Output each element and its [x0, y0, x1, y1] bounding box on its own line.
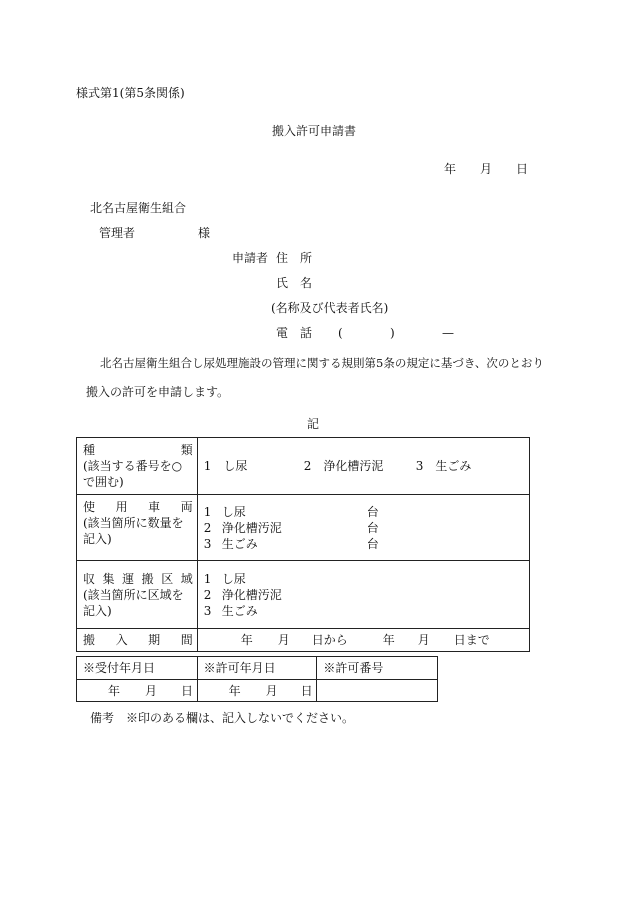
table-row-period [77, 629, 530, 652]
address-label: 住 所 [276, 251, 313, 265]
phone-paren-close: ) [390, 326, 395, 340]
body-text-line1: 北名古屋衛生組合し尿処理施設の管理に関する規則第5条の規定に基づき、次のとおり [100, 356, 544, 370]
area-sub1: (該当箇所に区域を [83, 587, 184, 602]
vehicle-row-3-num: 3 [203, 536, 212, 551]
vehicle-row-2-num: 2 [203, 520, 212, 535]
period-to-year: 年 [382, 633, 395, 647]
application-table [76, 437, 530, 652]
area-row-1[interactable] [204, 571, 523, 587]
kind-option-1[interactable]: 1 し尿 [203, 459, 248, 473]
vehicle-row-2-unit: 台 [366, 520, 379, 535]
vehicle-sub1: (該当箇所に数量を [83, 516, 184, 530]
vehicle-label: 使 用 車 両 [83, 500, 193, 514]
received-date-header-text: ※受付年月日 [83, 661, 156, 675]
permit-date-header [197, 657, 317, 680]
table-row-vehicle [77, 495, 530, 561]
period-label-cell [77, 629, 198, 652]
manager-honorific: 様 [198, 226, 211, 240]
vehicle-row-3-item: 生ごみ [221, 536, 258, 551]
period-to-day: 日まで [453, 633, 490, 647]
table-row-kind [77, 438, 530, 495]
kind-sub1: (該当する番号を○ [83, 459, 183, 473]
area-row-2-num: 2 [203, 587, 212, 602]
permit-number-header-text: ※許可番号 [323, 661, 384, 675]
vehicle-cell[interactable] [197, 495, 529, 561]
vehicle-sub2: 記入) [83, 532, 112, 546]
vehicle-row-2[interactable] [204, 520, 523, 536]
area-row-3[interactable] [204, 603, 523, 619]
body-text-line2: 搬入の許可を申請します。 [86, 385, 230, 399]
received-year: 年 [108, 684, 121, 698]
document-title: 搬入許可申請書 [272, 124, 357, 138]
addressee-org: 北名古屋衛生組合 [90, 201, 187, 215]
permit-year: 年 [228, 684, 241, 698]
area-label-cell [77, 561, 198, 629]
date-month: 月 [480, 162, 493, 176]
area-label: 収 集 運 搬 区 域 [83, 571, 193, 586]
area-row-3-num: 3 [203, 603, 212, 618]
manager-label: 管理者 [99, 226, 136, 240]
vehicle-row-3-unit: 台 [366, 536, 379, 551]
period-cell[interactable] [197, 629, 529, 652]
period-from-day: 日から [311, 633, 348, 647]
kind-label: 種 類 [83, 443, 193, 457]
ki-heading: 記 [307, 417, 320, 431]
period-label: 搬 入 期 間 [83, 633, 193, 647]
permit-day: 日 [300, 684, 313, 698]
table-row-area [77, 561, 530, 629]
vehicle-row-1[interactable] [204, 504, 523, 520]
kind-option-3[interactable]: 3 生ごみ [415, 459, 472, 473]
remarks-note: 備考 ※印のある欄は、記入しないでください。 [90, 711, 355, 725]
permit-number-cell[interactable] [317, 680, 438, 702]
kind-option-2[interactable]: 2 浄化槽汚泥 [303, 459, 384, 473]
period-from-year: 年 [240, 633, 253, 647]
vehicle-label-cell [77, 495, 198, 561]
received-date-header [77, 657, 198, 680]
phone-paren-open: ( [338, 326, 343, 340]
area-row-2[interactable] [204, 587, 523, 603]
period-to-month: 月 [417, 633, 430, 647]
area-row-2-item: 浄化槽汚泥 [221, 587, 282, 602]
permit-month: 月 [265, 684, 278, 698]
period-from-month: 月 [277, 633, 290, 647]
area-sub2: 記入) [83, 603, 112, 618]
name-label: 氏 名 [276, 276, 313, 290]
applicant-label: 申請者 [232, 251, 269, 265]
area-row-1-item: し尿 [221, 571, 246, 586]
date-day: 日 [516, 162, 529, 176]
kind-label-cell [77, 438, 198, 495]
area-row-3-item: 生ごみ [221, 603, 258, 618]
area-cell[interactable] [197, 561, 529, 629]
received-day: 日 [181, 684, 194, 698]
date-year: 年 [444, 162, 457, 176]
office-use-table [76, 656, 438, 702]
permit-date-cell[interactable] [197, 680, 317, 702]
name-note: (名称及び代表者氏名) [271, 301, 389, 315]
permit-date-header-text: ※許可年月日 [203, 661, 276, 675]
phone-label: 電 話 [276, 326, 313, 340]
kind-options-cell[interactable] [197, 438, 529, 495]
phone-dash: — [442, 326, 454, 340]
office-value-row [77, 680, 438, 702]
vehicle-row-3[interactable] [204, 536, 523, 552]
permit-number-header [317, 657, 438, 680]
office-header-row [77, 657, 438, 680]
form-number: 様式第1(第5条関係) [76, 86, 185, 100]
received-month: 月 [145, 684, 158, 698]
area-row-1-num: 1 [203, 571, 212, 586]
kind-sub2: で囲む) [83, 475, 124, 489]
received-date-cell[interactable] [77, 680, 198, 702]
vehicle-row-2-item: 浄化槽汚泥 [221, 520, 282, 535]
vehicle-row-1-item: し尿 [221, 504, 246, 519]
vehicle-row-1-unit: 台 [366, 504, 379, 519]
vehicle-row-1-num: 1 [203, 504, 212, 519]
